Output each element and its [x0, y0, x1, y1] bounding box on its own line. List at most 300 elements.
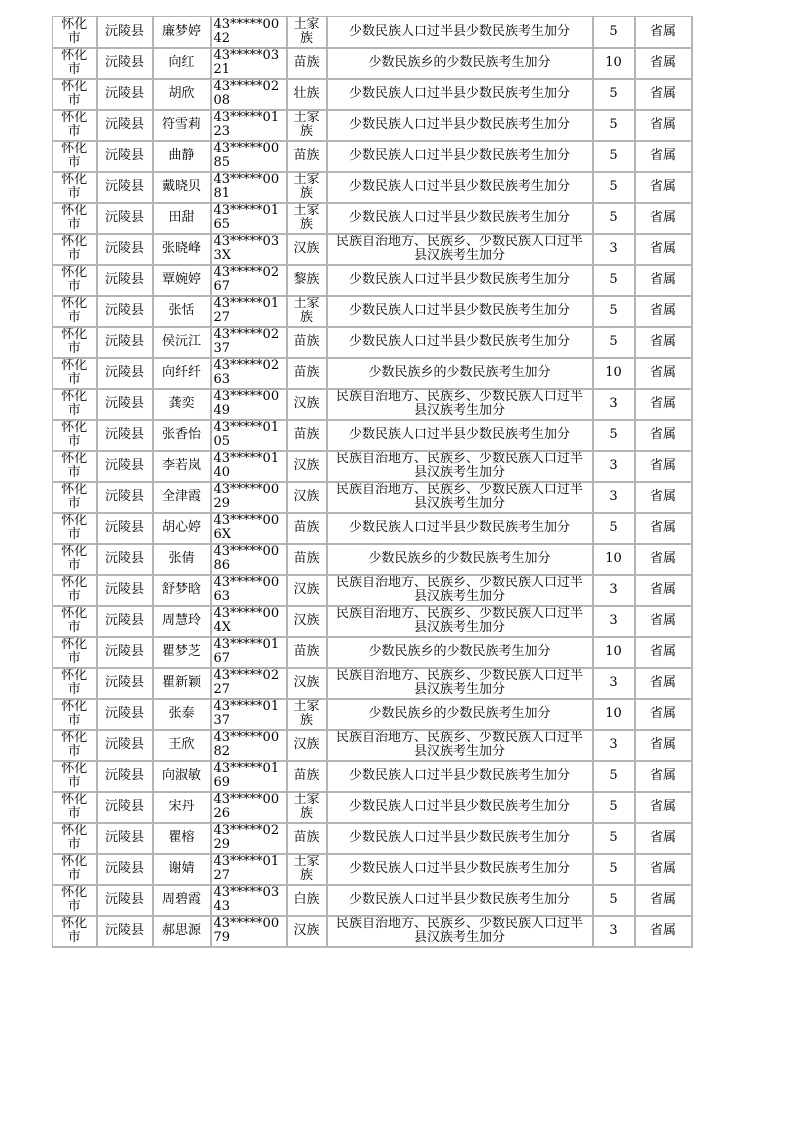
bonus-points-cell — [593, 327, 635, 358]
county-cell-text: 沅陵县 — [104, 334, 144, 349]
city-cell — [53, 358, 97, 389]
table-row — [53, 792, 692, 823]
table-row — [53, 668, 692, 699]
id-number-cell-text: 43*****004X — [213, 606, 280, 635]
jurisdiction-cell-text: 省属 — [649, 923, 676, 938]
jurisdiction-cell-text: 省属 — [649, 582, 676, 597]
jurisdiction-cell — [635, 141, 692, 172]
jurisdiction-cell — [635, 17, 692, 48]
county-cell — [97, 761, 153, 792]
bonus-policy-cell-text: 少数民族人口过半县少数民族考生加分 — [348, 799, 570, 814]
student-name-cell — [153, 203, 211, 234]
city-cell — [53, 172, 97, 203]
bonus-points-cell — [593, 141, 635, 172]
table-row — [53, 761, 692, 792]
id-number-cell-text: 43*****0029 — [213, 482, 280, 511]
bonus-policy-cell-text: 少数民族人口过半县少数民族考生加分 — [348, 272, 570, 287]
bonus-policy-cell — [327, 668, 593, 699]
bonus-points-cell-text: 5 — [609, 117, 618, 132]
ethnicity-cell — [287, 110, 327, 141]
bonus-policy-cell — [327, 234, 593, 265]
city-cell-text: 怀化市 — [61, 358, 88, 387]
bonus-policy-cell-text: 民族自治地方、民族乡、少数民族人口过半县汉族考生加分 — [335, 451, 583, 480]
ethnicity-cell-text: 土家族 — [293, 792, 320, 821]
bonus-points-cell-text: 3 — [609, 582, 618, 597]
ethnicity-cell-text: 土家族 — [293, 854, 320, 883]
city-cell — [53, 110, 97, 141]
city-cell-text: 怀化市 — [61, 327, 88, 356]
student-name-cell — [153, 265, 211, 296]
jurisdiction-cell-text: 省属 — [649, 334, 676, 349]
bonus-points-cell-text: 3 — [609, 458, 618, 473]
bonus-points-cell-text: 5 — [609, 334, 618, 349]
county-cell-text: 沅陵县 — [104, 396, 144, 411]
student-name-cell-text: 郝思源 — [161, 923, 201, 938]
city-cell — [53, 544, 97, 575]
ethnicity-cell-text: 苗族 — [293, 148, 320, 163]
bonus-policy-cell-text: 少数民族乡的少数民族考生加分 — [368, 365, 551, 380]
id-number-cell-text: 43*****0343 — [213, 885, 280, 914]
jurisdiction-cell — [635, 358, 692, 389]
student-name-cell — [153, 451, 211, 482]
id-number-cell-text: 43*****0229 — [213, 823, 280, 852]
ethnicity-cell — [287, 916, 327, 947]
ethnicity-cell — [287, 544, 327, 575]
ethnicity-cell — [287, 48, 327, 79]
ethnicity-cell-text: 汉族 — [293, 675, 320, 690]
bonus-points-cell — [593, 79, 635, 110]
city-cell-text: 怀化市 — [61, 513, 88, 542]
jurisdiction-cell — [635, 544, 692, 575]
ethnicity-cell-text: 汉族 — [293, 923, 320, 938]
bonus-points-cell — [593, 420, 635, 451]
county-cell-text: 沅陵县 — [104, 148, 144, 163]
id-number-cell-text: 43*****0167 — [213, 637, 280, 666]
city-cell-text: 怀化市 — [61, 389, 88, 418]
city-cell-text: 怀化市 — [61, 234, 88, 263]
county-cell — [97, 234, 153, 265]
county-cell — [97, 854, 153, 885]
student-name-cell-text: 谢婧 — [168, 861, 195, 876]
city-cell — [53, 761, 97, 792]
city-cell — [53, 575, 97, 606]
bonus-policy-cell — [327, 606, 593, 637]
bonus-policy-cell — [327, 17, 593, 48]
county-cell — [97, 48, 153, 79]
county-cell — [97, 606, 153, 637]
city-cell — [53, 420, 97, 451]
student-name-cell — [153, 234, 211, 265]
county-cell — [97, 327, 153, 358]
table-row — [53, 451, 692, 482]
ethnicity-cell — [287, 203, 327, 234]
bonus-points-cell-text: 5 — [609, 520, 618, 535]
city-cell — [53, 451, 97, 482]
table-row — [53, 17, 692, 48]
jurisdiction-cell-text: 省属 — [649, 86, 676, 101]
city-cell — [53, 730, 97, 761]
jurisdiction-cell — [635, 389, 692, 420]
county-cell-text: 沅陵县 — [104, 799, 144, 814]
city-cell — [53, 203, 97, 234]
student-name-cell — [153, 141, 211, 172]
city-cell-text: 怀化市 — [61, 172, 88, 201]
jurisdiction-cell-text: 省属 — [649, 520, 676, 535]
table-row — [53, 482, 692, 513]
bonus-points-cell-text: 10 — [605, 644, 622, 659]
city-cell — [53, 265, 97, 296]
ethnicity-cell-text: 汉族 — [293, 582, 320, 597]
student-name-cell-text: 向纤纤 — [161, 365, 201, 380]
jurisdiction-cell — [635, 761, 692, 792]
student-name-cell-text: 曲静 — [168, 148, 195, 163]
student-name-cell-text: 向红 — [168, 55, 195, 70]
table-row — [53, 172, 692, 203]
id-number-cell — [211, 296, 287, 327]
jurisdiction-cell — [635, 234, 692, 265]
bonus-points-cell-text: 5 — [609, 768, 618, 783]
id-number-cell — [211, 234, 287, 265]
county-cell-text: 沅陵县 — [104, 23, 144, 39]
bonus-points-cell-text: 10 — [605, 55, 622, 70]
county-cell-text: 沅陵县 — [104, 706, 144, 721]
county-cell-text: 沅陵县 — [104, 427, 144, 442]
id-number-cell — [211, 544, 287, 575]
student-name-cell-text: 瞿榕 — [168, 830, 195, 845]
ethnicity-cell — [287, 699, 327, 730]
bonus-points-cell-text: 3 — [609, 613, 618, 628]
city-cell-text: 怀化市 — [61, 730, 88, 759]
id-number-cell-text: 43*****0026 — [213, 792, 280, 821]
jurisdiction-cell — [635, 327, 692, 358]
ethnicity-cell-text: 土家族 — [293, 16, 320, 46]
ethnicity-cell — [287, 172, 327, 203]
student-name-cell-text: 符雪莉 — [161, 117, 201, 132]
bonus-points-cell — [593, 172, 635, 203]
bonus-policy-cell — [327, 885, 593, 916]
ethnicity-cell-text: 黎族 — [293, 272, 320, 287]
bonus-policy-cell-text: 少数民族人口过半县少数民族考生加分 — [348, 861, 570, 876]
county-cell — [97, 916, 153, 947]
bonus-points-cell — [593, 668, 635, 699]
city-cell-text: 怀化市 — [61, 482, 88, 511]
bonus-points-cell-text: 5 — [609, 892, 618, 907]
bonus-policy-cell — [327, 823, 593, 854]
student-name-cell — [153, 575, 211, 606]
bonus-policy-cell — [327, 79, 593, 110]
bonus-points-cell-text: 5 — [609, 179, 618, 194]
ethnicity-cell-text: 苗族 — [293, 520, 320, 535]
id-number-cell — [211, 110, 287, 141]
student-name-cell-text: 宋丹 — [168, 799, 195, 814]
id-number-cell-text: 43*****0082 — [213, 730, 280, 759]
bonus-policy-cell — [327, 792, 593, 823]
bonus-policy-cell — [327, 358, 593, 389]
bonus-points-cell — [593, 451, 635, 482]
bonus-policy-cell — [327, 110, 593, 141]
county-cell-text: 沅陵县 — [104, 210, 144, 225]
table-row — [53, 110, 692, 141]
bonus-policy-cell-text: 少数民族人口过半县少数民族考生加分 — [348, 334, 570, 349]
student-name-cell-text: 胡心婷 — [161, 520, 201, 535]
county-cell-text: 沅陵县 — [104, 117, 144, 132]
id-number-cell — [211, 730, 287, 761]
bonus-policy-cell-text: 少数民族乡的少数民族考生加分 — [368, 644, 551, 659]
table-row — [53, 544, 692, 575]
bonus-policy-cell — [327, 482, 593, 513]
bonus-policy-cell — [327, 327, 593, 358]
id-number-cell-text: 43*****033X — [213, 234, 280, 263]
bonus-policy-cell — [327, 451, 593, 482]
bonus-policy-cell-text: 少数民族人口过半县少数民族考生加分 — [348, 148, 570, 163]
city-cell — [53, 141, 97, 172]
jurisdiction-cell-text: 省属 — [649, 830, 676, 845]
ethnicity-cell-text: 汉族 — [293, 241, 320, 256]
id-number-cell-text: 43*****0237 — [213, 327, 280, 356]
student-name-cell — [153, 916, 211, 947]
city-cell — [53, 792, 97, 823]
id-number-cell-text: 43*****0165 — [213, 203, 280, 232]
county-cell-text: 沅陵县 — [104, 861, 144, 876]
jurisdiction-cell-text: 省属 — [649, 272, 676, 287]
bonus-policy-cell-text: 少数民族人口过半县少数民族考生加分 — [348, 830, 570, 845]
bonus-points-cell-text: 5 — [609, 86, 618, 101]
ethnicity-cell — [287, 296, 327, 327]
student-name-cell — [153, 885, 211, 916]
bonus-policy-cell-text: 少数民族乡的少数民族考生加分 — [368, 55, 551, 70]
student-name-cell — [153, 606, 211, 637]
bonus-policy-cell-text: 少数民族人口过半县少数民族考生加分 — [348, 179, 570, 194]
ethnicity-cell-text: 苗族 — [293, 427, 320, 442]
jurisdiction-cell — [635, 823, 692, 854]
bonus-policy-cell-text: 民族自治地方、民族乡、少数民族人口过半县汉族考生加分 — [335, 389, 583, 418]
table-row — [53, 141, 692, 172]
student-name-cell-text: 胡欣 — [168, 86, 195, 101]
student-name-cell-text: 侯沅江 — [161, 334, 201, 349]
bonus-policy-cell — [327, 544, 593, 575]
ethnicity-cell-text: 土家族 — [293, 296, 320, 325]
bonus-points-cell — [593, 730, 635, 761]
bonus-points-cell-text: 3 — [609, 923, 618, 938]
city-cell-text: 怀化市 — [61, 916, 88, 945]
id-number-cell — [211, 513, 287, 544]
ethnicity-cell-text: 苗族 — [293, 55, 320, 70]
id-number-cell — [211, 885, 287, 916]
bonus-policy-cell — [327, 296, 593, 327]
table-row — [53, 234, 692, 265]
student-name-cell — [153, 544, 211, 575]
county-cell — [97, 141, 153, 172]
ethnicity-cell-text: 白族 — [293, 892, 320, 907]
bonus-policy-cell — [327, 637, 593, 668]
jurisdiction-cell — [635, 637, 692, 668]
county-cell — [97, 482, 153, 513]
county-cell-text: 沅陵县 — [104, 892, 144, 907]
ethnicity-cell — [287, 17, 327, 48]
bonus-policy-cell — [327, 172, 593, 203]
jurisdiction-cell — [635, 730, 692, 761]
city-cell — [53, 854, 97, 885]
id-number-cell — [211, 606, 287, 637]
bonus-policy-cell-text: 民族自治地方、民族乡、少数民族人口过半县汉族考生加分 — [335, 606, 583, 635]
bonus-policy-cell — [327, 141, 593, 172]
county-cell-text: 沅陵县 — [104, 86, 144, 101]
jurisdiction-cell — [635, 916, 692, 947]
id-number-cell-text: 43*****0085 — [213, 141, 280, 170]
bonus-points-cell-text: 5 — [609, 272, 618, 287]
city-cell-text: 怀化市 — [61, 544, 88, 573]
city-cell-text: 怀化市 — [61, 761, 88, 790]
jurisdiction-cell — [635, 296, 692, 327]
bonus-points-cell-text: 5 — [609, 861, 618, 876]
bonus-points-table — [52, 16, 693, 948]
bonus-policy-cell — [327, 420, 593, 451]
ethnicity-cell — [287, 637, 327, 668]
bonus-policy-cell-text: 少数民族人口过半县少数民族考生加分 — [348, 520, 570, 535]
table-row — [53, 48, 692, 79]
city-cell — [53, 48, 97, 79]
city-cell-text: 怀化市 — [61, 854, 88, 883]
bonus-points-cell — [593, 575, 635, 606]
student-name-cell — [153, 823, 211, 854]
student-name-cell — [153, 389, 211, 420]
city-cell-text: 怀化市 — [61, 606, 88, 635]
jurisdiction-cell — [635, 792, 692, 823]
bonus-points-cell — [593, 265, 635, 296]
ethnicity-cell — [287, 823, 327, 854]
city-cell-text: 怀化市 — [61, 420, 88, 449]
id-number-cell-text: 43*****0049 — [213, 389, 280, 418]
ethnicity-cell-text: 土家族 — [293, 203, 320, 232]
city-cell — [53, 513, 97, 544]
county-cell — [97, 17, 153, 48]
id-number-cell — [211, 17, 287, 48]
jurisdiction-cell-text: 省属 — [649, 23, 676, 39]
county-cell — [97, 575, 153, 606]
table-row — [53, 389, 692, 420]
bonus-points-cell — [593, 358, 635, 389]
county-cell-text: 沅陵县 — [104, 458, 144, 473]
table-row — [53, 730, 692, 761]
student-name-cell — [153, 110, 211, 141]
student-name-cell — [153, 17, 211, 48]
bonus-policy-cell-text: 少数民族人口过半县少数民族考生加分 — [348, 23, 570, 39]
student-name-cell — [153, 358, 211, 389]
id-number-cell — [211, 761, 287, 792]
student-name-cell — [153, 482, 211, 513]
bonus-points-cell — [593, 17, 635, 48]
jurisdiction-cell-text: 省属 — [649, 737, 676, 752]
jurisdiction-cell — [635, 513, 692, 544]
bonus-points-cell-text: 5 — [609, 830, 618, 845]
student-name-cell-text: 王欣 — [168, 737, 195, 752]
ethnicity-cell-text: 汉族 — [293, 458, 320, 473]
bonus-points-cell — [593, 854, 635, 885]
id-number-cell — [211, 854, 287, 885]
bonus-points-cell — [593, 823, 635, 854]
bonus-points-cell-text: 3 — [609, 489, 618, 504]
id-number-cell-text: 43*****0086 — [213, 544, 280, 573]
ethnicity-cell — [287, 668, 327, 699]
table-row — [53, 885, 692, 916]
county-cell-text: 沅陵县 — [104, 923, 144, 938]
bonus-points-cell — [593, 482, 635, 513]
id-number-cell — [211, 575, 287, 606]
ethnicity-cell-text: 苗族 — [293, 830, 320, 845]
county-cell — [97, 358, 153, 389]
county-cell-text: 沅陵县 — [104, 613, 144, 628]
id-number-cell-text: 43*****0227 — [213, 668, 280, 697]
jurisdiction-cell — [635, 885, 692, 916]
bonus-policy-cell — [327, 916, 593, 947]
bonus-policy-cell — [327, 761, 593, 792]
id-number-cell-text: 43*****006X — [213, 513, 280, 542]
city-cell-text: 怀化市 — [61, 637, 88, 666]
jurisdiction-cell-text: 省属 — [649, 551, 676, 566]
county-cell — [97, 265, 153, 296]
id-number-cell-text: 43*****0081 — [213, 172, 280, 201]
county-cell-text: 沅陵县 — [104, 489, 144, 504]
bonus-policy-cell-text: 少数民族乡的少数民族考生加分 — [368, 551, 551, 566]
id-number-cell-text: 43*****0208 — [213, 79, 280, 108]
ethnicity-cell — [287, 141, 327, 172]
bonus-policy-cell-text: 民族自治地方、民族乡、少数民族人口过半县汉族考生加分 — [335, 482, 583, 511]
bonus-points-cell — [593, 792, 635, 823]
city-cell-text: 怀化市 — [61, 16, 88, 46]
city-cell — [53, 699, 97, 730]
city-cell-text: 怀化市 — [61, 141, 88, 170]
id-number-cell — [211, 79, 287, 110]
city-cell — [53, 482, 97, 513]
city-cell — [53, 668, 97, 699]
student-name-cell — [153, 327, 211, 358]
ethnicity-cell — [287, 792, 327, 823]
bonus-points-cell — [593, 389, 635, 420]
bonus-policy-cell-text: 少数民族人口过半县少数民族考生加分 — [348, 303, 570, 318]
ethnicity-cell-text: 土家族 — [293, 172, 320, 201]
id-number-cell — [211, 420, 287, 451]
student-name-cell — [153, 730, 211, 761]
city-cell-text: 怀化市 — [61, 265, 88, 294]
city-cell — [53, 606, 97, 637]
table-body — [53, 17, 692, 947]
city-cell-text: 怀化市 — [61, 48, 88, 77]
student-name-cell-text: 全津霞 — [161, 489, 201, 504]
county-cell — [97, 513, 153, 544]
table-row — [53, 575, 692, 606]
id-number-cell-text: 43*****0267 — [213, 265, 280, 294]
county-cell — [97, 730, 153, 761]
bonus-policy-cell-text: 少数民族乡的少数民族考生加分 — [368, 706, 551, 721]
bonus-policy-cell-text: 民族自治地方、民族乡、少数民族人口过半县汉族考生加分 — [335, 668, 583, 697]
bonus-points-cell-text: 5 — [609, 799, 618, 814]
county-cell-text: 沅陵县 — [104, 241, 144, 256]
table-row — [53, 699, 692, 730]
student-name-cell-text: 覃婉婷 — [161, 272, 201, 287]
jurisdiction-cell-text: 省属 — [649, 365, 676, 380]
student-name-cell — [153, 854, 211, 885]
student-name-cell-text: 廉梦婷 — [161, 23, 201, 39]
ethnicity-cell — [287, 79, 327, 110]
id-number-cell-text: 43*****0105 — [213, 420, 280, 449]
id-number-cell — [211, 916, 287, 947]
table-row — [53, 358, 692, 389]
ethnicity-cell — [287, 451, 327, 482]
ethnicity-cell — [287, 513, 327, 544]
id-number-cell — [211, 141, 287, 172]
ethnicity-cell — [287, 730, 327, 761]
county-cell — [97, 885, 153, 916]
